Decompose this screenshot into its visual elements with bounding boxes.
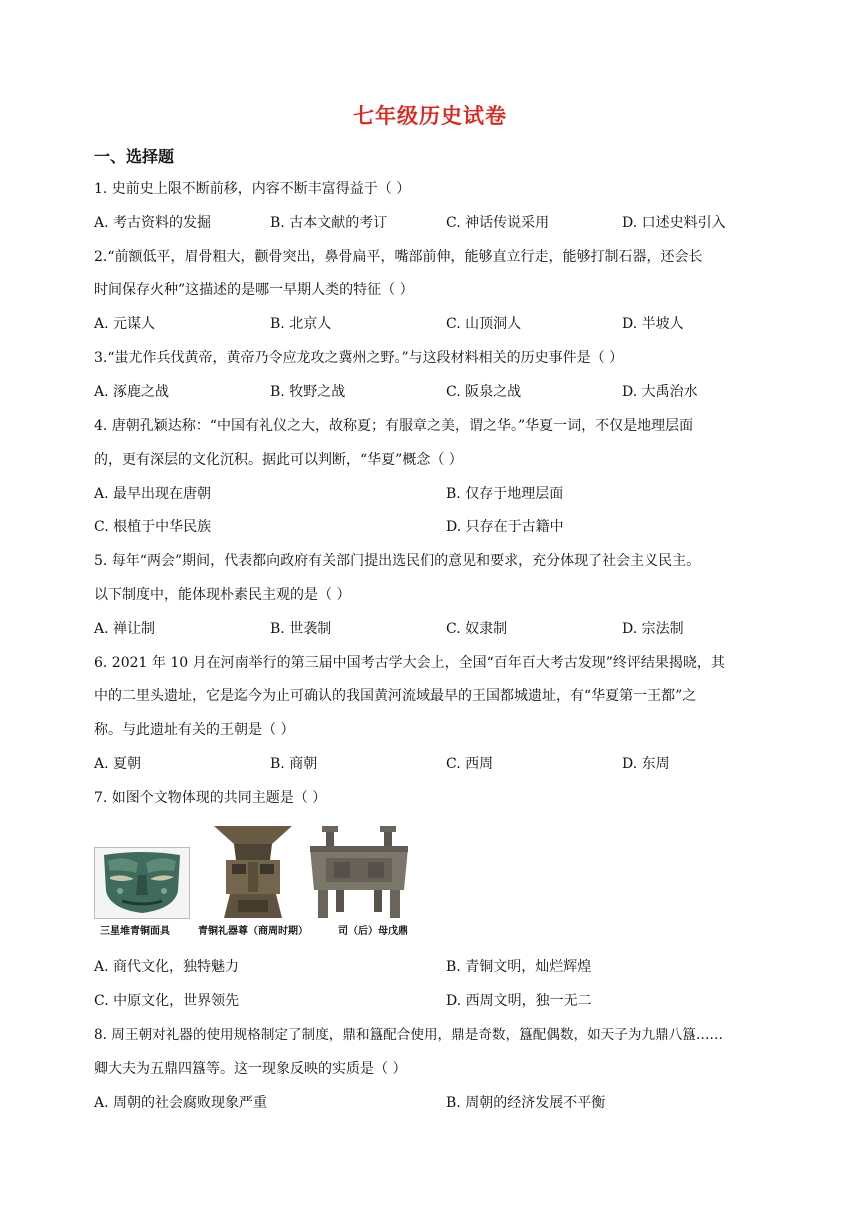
q3-option-c: C. 阪泉之战 — [446, 384, 522, 400]
section-heading: 一、选择题 — [94, 147, 175, 166]
q5-option-d: D. 宗法制 — [622, 621, 684, 637]
q5-option-b: B. 世袭制 — [270, 621, 332, 637]
q6-option-c: C. 西周 — [446, 756, 494, 772]
caption-zun: 青铜礼器尊（商周时期） — [198, 926, 308, 937]
q2-option-c: C. 山顶洞人 — [446, 316, 522, 332]
question-5-stem-line2: 以下制度中，能体现朴素民主观的是（ ） — [94, 587, 351, 603]
q3-option-b: B. 牧野之战 — [270, 384, 346, 400]
q2-option-d: D. 半坡人 — [622, 316, 684, 332]
question-7-stem: 7. 如图个文物体现的共同主题是（ ） — [94, 790, 327, 806]
caption-ding: 司（后）母戊鼎 — [338, 926, 408, 937]
q5-option-a: A. 禅让制 — [94, 621, 156, 637]
q1-option-c: C. 神话传说采用 — [446, 215, 550, 231]
q1-option-d: D. 口述史料引入 — [622, 215, 726, 231]
q4-option-a: A. 最早出现在唐朝 — [94, 486, 212, 502]
caption-mask: 三星堆青铜面具 — [100, 926, 170, 937]
q6-option-b: B. 商朝 — [270, 756, 318, 772]
q7-option-d: D. 西周文明，独一无二 — [446, 993, 592, 1009]
q4-option-b: B. 仅存于地理层面 — [446, 486, 564, 502]
q2-option-a: A. 元谋人 — [94, 316, 156, 332]
question-5-stem-line1: 5. 每年“两会”期间，代表都向政府有关部门提出选民们的意见和要求，充分体现了社会主义民主。 — [94, 553, 701, 569]
question-6-stem-line3: 称。与此遗址有关的王朝是（ ） — [94, 722, 295, 738]
q7-option-a: A. 商代文化，独特魅力 — [94, 959, 240, 975]
bronze-mask-image — [94, 847, 190, 919]
q3-option-d: D. 大禹治水 — [622, 384, 698, 400]
question-3-stem: 3.“蚩尤作兵伐黄帝，黄帝乃令应龙攻之冀州之野。”与这段材料相关的历史事件是（ ） — [94, 350, 624, 366]
q8-option-a: A. 周朝的社会腐败现象严重 — [94, 1095, 268, 1111]
question-4-stem-line2: 的，更有深层的文化沉积。据此可以判断，“华夏”概念（ ） — [94, 452, 463, 468]
bronze-zun-image — [212, 822, 294, 920]
q7-option-c: C. 中原文化，世界领先 — [94, 993, 240, 1009]
bronze-ding-image — [306, 826, 412, 920]
exam-title: 七年级历史试卷 — [353, 103, 507, 128]
question-8-stem-line2: 卿大夫为五鼎四簋等。这一现象反映的实质是（ ） — [94, 1061, 407, 1077]
q4-option-d: D. 只存在于古籍中 — [446, 519, 564, 535]
question-8-stem-line1: 8. 周王朝对礼器的使用规格制定了制度，鼎和簋配合使用，鼎是奇数，簋配偶数，如天子为九鼎八簋…… — [94, 1027, 724, 1043]
artifact-figure — [94, 820, 434, 942]
question-6-stem-line1: 6. 2021 年 10 月在河南举行的第三届中国考古学大会上，全国“百年百大考古发现”终评结果揭晓，其 — [94, 655, 725, 671]
q2-option-b: B. 北京人 — [270, 316, 332, 332]
q1-option-b: B. 古本文献的考订 — [270, 215, 388, 231]
q7-option-b: B. 青铜文明，灿烂辉煌 — [446, 959, 592, 975]
q6-option-d: D. 东周 — [622, 756, 670, 772]
q1-option-a: A. 考古资料的发掘 — [94, 215, 212, 231]
q5-option-c: C. 奴隶制 — [446, 621, 508, 637]
q4-option-c: C. 根植于中华民族 — [94, 519, 212, 535]
question-2-stem-line2: 时间保存火种”这描述的是哪一早期人类的特征（ ） — [94, 282, 414, 298]
question-6-stem-line2: 中的二里头遗址，它是迄今为止可确认的我国黄河流域最早的王国都城遗址，有“华夏第一王都”之 — [94, 688, 697, 704]
question-2-stem-line1: 2.“前额低平，眉骨粗大，颧骨突出，鼻骨扁平，嘴部前伸，能够直立行走，能够打制石器，还会长 — [94, 249, 703, 265]
question-1-stem: 1. 史前史上限不断前移，内容不断丰富得益于（ ） — [94, 181, 411, 197]
question-4-stem-line1: 4. 唐朝孔颖达称：“中国有礼仪之大，故称夏；有服章之美，谓之华。”华夏一词，不仅是地理层面 — [94, 418, 694, 434]
q6-option-a: A. 夏朝 — [94, 756, 142, 772]
q8-option-b: B. 周朝的经济发展不平衡 — [446, 1095, 606, 1111]
q3-option-a: A. 涿鹿之战 — [94, 384, 170, 400]
